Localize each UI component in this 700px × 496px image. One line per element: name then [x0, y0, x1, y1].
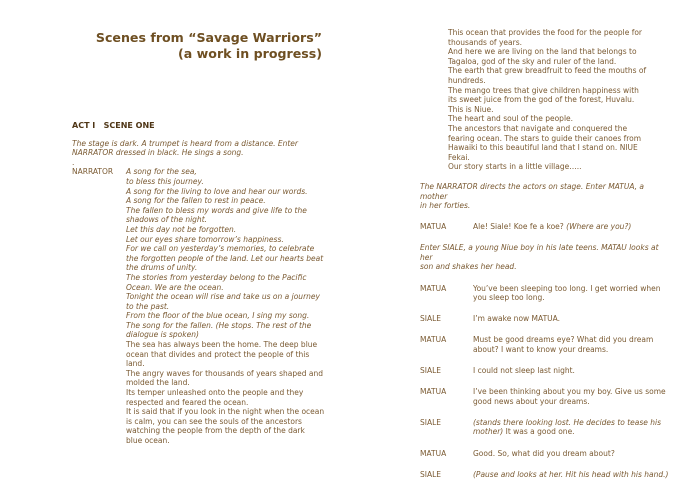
- sung-line: From the floor of the blue ocean, I sing my song.: [126, 311, 310, 321]
- dialogue-text: [473, 418, 670, 437]
- dialogue-entry: [420, 470, 670, 480]
- spoken-line: land.: [126, 359, 145, 369]
- dialogue-line: I could not sleep last night.: [473, 366, 575, 376]
- sung-line: A song for the living to love and hear our words.: [126, 186, 308, 196]
- dialogue-aside: (stands there looking lost. He decides to tease his: [473, 417, 662, 427]
- stage-direction-line: son and shakes her head.: [420, 262, 517, 272]
- continued-line: thousands of years.: [448, 37, 522, 47]
- dialogue-entry: [420, 314, 670, 324]
- stage-direction-line: The stage is dark. A trumpet is heard from a distance. Enter: [72, 138, 298, 148]
- dialogue-line: Must be good dreams eye? What did you dream: [473, 335, 654, 345]
- narrator-speech: [72, 167, 350, 445]
- sung-line: A song for the sea,: [126, 167, 197, 177]
- speaker-name: SIALE: [420, 314, 442, 324]
- narrator-continued: [448, 28, 670, 172]
- dialogue-entry: [420, 222, 670, 232]
- dialogue-entry: [420, 284, 670, 303]
- dialogue-line: Good. So, what did you dream about?: [473, 448, 615, 458]
- dialogue-entry: [420, 335, 670, 354]
- dialogue-entry: [420, 366, 670, 376]
- dialogue-text: [473, 222, 670, 232]
- sung-line: dialogue is spoken): [126, 330, 199, 340]
- spoken-line: ocean that divides and protect the people of this: [126, 349, 310, 359]
- continued-line: Hawaiki to this beautiful land that I stand on. NIUE: [448, 143, 638, 153]
- speaker-name: SIALE: [420, 469, 442, 479]
- dialogue-line: you sleep too long.: [473, 293, 545, 303]
- continued-line: This is Niue.: [448, 104, 494, 114]
- dialogue-aside: (Pause and looks at her. Hit his head with his hand.): [473, 469, 669, 479]
- dialogue-line: I’m awake now MATUA.: [473, 314, 561, 324]
- spoken-line: The angry waves for thousands of years shaped and: [126, 368, 323, 378]
- dialogue-entry: [420, 387, 670, 406]
- speaker-name: MATUA: [420, 283, 447, 293]
- dialogue-text: [473, 284, 670, 303]
- title-line-2: (a work in progress): [178, 45, 322, 61]
- sung-line: The stories from yesterday belong to the Pacific: [126, 272, 307, 282]
- act-heading: ACT I SCENE ONE: [72, 121, 155, 130]
- dot-marker: .: [72, 157, 75, 167]
- continued-line: And here we are living on the land that belongs to: [448, 47, 637, 57]
- stage-direction-line: in her forties.: [420, 201, 471, 211]
- continued-line: The ancestors that navigate and conquered the: [448, 123, 628, 133]
- stage-direction-line: NARRATOR dressed in black. He sings a song.: [72, 148, 244, 158]
- dialogue-line: good news about your dreams.: [473, 396, 590, 406]
- stage-direction-line: The NARRATOR directs the actors on stage. Enter MATUA, a mother: [420, 181, 644, 201]
- dialogue-text: [473, 470, 670, 480]
- sung-line: the drums of unity.: [126, 263, 198, 273]
- spoken-line: respected and feared the ocean.: [126, 397, 249, 407]
- spoken-line: It is said that if you look in the night when the ocean: [126, 407, 325, 417]
- continued-line: hundreds.: [448, 75, 486, 85]
- continued-line: The mango trees that give children happiness with: [448, 85, 639, 95]
- continued-line: Tagaloa, god of the sky and ruler of the land.: [448, 56, 617, 66]
- dialogue-line: I’ve been thinking about you my boy. Give us some: [473, 387, 666, 397]
- speaker-name: MATUA: [420, 222, 447, 232]
- dialogue-text: [473, 366, 670, 376]
- dialogue-line: about? I want to know your dreams.: [473, 344, 609, 354]
- sung-line: to bless this journey.: [126, 176, 204, 186]
- continued-line: Our story starts in a little village…..: [448, 162, 582, 172]
- speaker-name: MATUA: [420, 387, 447, 397]
- sung-line: The song for the fallen. (He stops. The rest of the: [126, 320, 312, 330]
- sung-line: Ocean. We are the ocean.: [126, 282, 224, 292]
- dialogue-line: You’ve been sleeping too long. I get worried when: [473, 283, 661, 293]
- spoken-line: The sea has always been the home. The deep blue: [126, 340, 318, 350]
- speaker-name: MATUA: [420, 448, 447, 458]
- dialogue-aside: mother): [473, 427, 504, 437]
- continued-line: This ocean that provides the food for the people for: [448, 28, 643, 37]
- dialogue-aside: (Where are you?): [566, 222, 632, 232]
- speaker-name: SIALE: [420, 417, 442, 427]
- sung-line: For we call on yesterday’s memories, to celebrate: [126, 244, 315, 254]
- title-line-1: Scenes from “Savage Warriors”: [95, 30, 322, 45]
- spoken-line: Its temper unleashed onto the people and they: [126, 388, 304, 398]
- continued-line: its sweet juice from the god of the forest, Huvalu.: [448, 95, 635, 105]
- dialogue-line: It was a good one.: [503, 427, 575, 437]
- sung-line: Let our eyes share tomorrow’s happiness.: [126, 234, 284, 244]
- continued-line: fearing ocean. The stars to guide their canoes from: [448, 133, 642, 143]
- left-page: [72, 30, 350, 446]
- dialogue-text: [473, 314, 670, 324]
- sung-line: to the past.: [126, 301, 170, 311]
- dialogue-entry: [420, 418, 670, 437]
- narrator-lines: [126, 167, 350, 445]
- page-title: [72, 30, 322, 61]
- spoken-line: watching the people from the depth of the dark: [126, 426, 305, 436]
- spoken-line: blue ocean.: [126, 436, 170, 445]
- speaker-name: NARRATOR: [72, 167, 114, 177]
- spoken-line: molded the land.: [126, 378, 190, 388]
- dialogue-line: Ale! Siale! Koe fe a koe?: [473, 222, 567, 232]
- sung-line: A song for the fallen to rest in peace.: [126, 196, 266, 206]
- continued-line: The earth that grew breadfruit to feed the mouths of: [448, 66, 647, 76]
- continued-line: Fekai.: [448, 152, 470, 162]
- speaker-name: SIALE: [420, 366, 442, 376]
- dialogue-text: [473, 449, 670, 459]
- speaker-name: MATUA: [420, 335, 447, 345]
- sung-line: the forgotten people of the land. Let our hearts beat: [126, 253, 324, 263]
- continued-line: The heart and soul of the people.: [448, 114, 574, 124]
- stage-direction: [420, 182, 670, 211]
- right-page: [420, 28, 670, 479]
- sung-line: The fallen to bless my words and give life to the: [126, 205, 307, 215]
- sung-line: Tonight the ocean will rise and take us on a journey: [126, 292, 320, 302]
- stage-direction: [72, 139, 350, 158]
- dialogue-text: [473, 387, 670, 406]
- stage-direction-line: Enter SIALE, a young Niue boy in his late teens. MATAU looks at her: [420, 243, 659, 262]
- sung-line: shadows of the night.: [126, 215, 208, 225]
- dialogue-entry: [420, 449, 670, 459]
- stage-direction: [420, 243, 670, 272]
- sung-line: Let this day not be forgotten.: [126, 224, 237, 234]
- dialogue-text: [473, 335, 670, 354]
- spoken-line: is calm, you can see the souls of the ancestors: [126, 416, 302, 426]
